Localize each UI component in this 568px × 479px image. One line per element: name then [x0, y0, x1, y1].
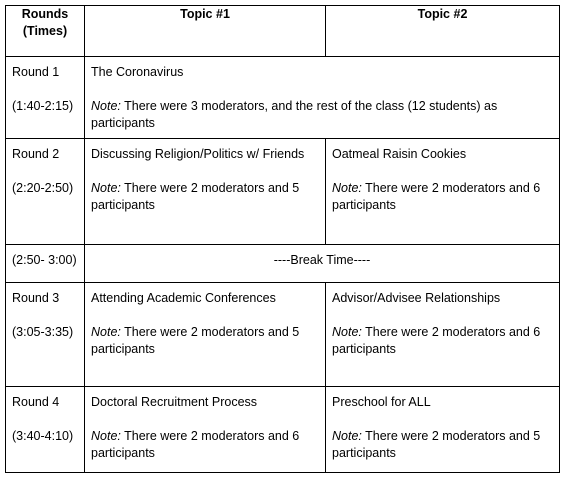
topic1-cell	[85, 283, 326, 387]
topic2-cell	[326, 283, 560, 387]
round-label: Round 1	[12, 65, 60, 79]
topic-cell-merged	[85, 57, 560, 139]
topic-title: Discussing Religion/Politics w/ Friends	[91, 147, 305, 161]
note-label: Note:	[91, 99, 121, 113]
note-label: Note:	[91, 181, 121, 195]
note-text: There were 2 moderators and 5 participants	[91, 325, 300, 356]
topic2-cell	[326, 387, 560, 473]
note-text: There were 2 moderators and 6 participants	[332, 181, 541, 212]
round-cell	[6, 387, 85, 473]
round-time: (3:05-3:35)	[12, 325, 74, 339]
table-row-round-2	[6, 139, 560, 245]
round-time: (1:40-2:15)	[12, 99, 74, 113]
break-cell	[85, 245, 560, 283]
topic-note	[91, 180, 319, 214]
note-label: Note:	[91, 325, 121, 339]
break-label: ----Break Time----	[273, 253, 371, 267]
topic-note	[91, 98, 553, 132]
table-row-break	[6, 245, 560, 283]
topic-title: Doctoral Recruitment Process	[91, 395, 258, 409]
round-cell	[6, 57, 85, 139]
table-row-round-4	[6, 387, 560, 473]
schedule-table	[5, 5, 560, 473]
topic-title: Oatmeal Raisin Cookies	[332, 147, 467, 161]
topic1-cell	[85, 387, 326, 473]
round-cell	[6, 139, 85, 245]
topic-note	[332, 324, 553, 358]
topic-title: Attending Academic Conferences	[91, 291, 276, 305]
table-row-round-1	[6, 57, 560, 139]
topic-note	[91, 428, 319, 462]
topic-title: Preschool for ALL	[332, 395, 431, 409]
note-text: There were 2 moderators and 5 participants	[91, 181, 300, 212]
round-label: Round 4	[12, 395, 60, 409]
break-time-cell	[6, 245, 85, 283]
topic-note	[332, 428, 553, 462]
topic-note	[91, 324, 319, 358]
note-text: There were 3 moderators, and the rest of the class (12 students) as participants	[91, 99, 498, 130]
note-text: There were 2 moderators and 6 participants	[332, 325, 541, 356]
rounds-header-line2: (Times)	[22, 24, 68, 38]
round-time: (3:40-4:10)	[12, 429, 74, 443]
note-label: Note:	[91, 429, 121, 443]
round-cell	[6, 283, 85, 387]
note-text: There were 2 moderators and 6 participants	[91, 429, 300, 460]
topic1-cell	[85, 139, 326, 245]
table-row-round-3	[6, 283, 560, 387]
rounds-header-line1: Rounds	[21, 7, 69, 21]
note-label: Note:	[332, 325, 362, 339]
note-label: Note:	[332, 429, 362, 443]
topic-title: The Coronavirus	[91, 65, 184, 79]
round-label: Round 2	[12, 147, 60, 161]
note-label: Note:	[332, 181, 362, 195]
topic2-cell	[326, 139, 560, 245]
topic-note	[332, 180, 553, 214]
header-row	[6, 6, 560, 57]
round-label: Round 3	[12, 291, 60, 305]
topic2-header: Topic #2	[326, 6, 560, 57]
note-text: There were 2 moderators and 5 participants	[332, 429, 541, 460]
topic-title: Advisor/Advisee Relationships	[332, 291, 501, 305]
break-time: (2:50- 3:00)	[12, 253, 77, 267]
rounds-header	[6, 6, 85, 57]
round-time: (2:20-2:50)	[12, 181, 74, 195]
topic1-header: Topic #1	[85, 6, 326, 57]
